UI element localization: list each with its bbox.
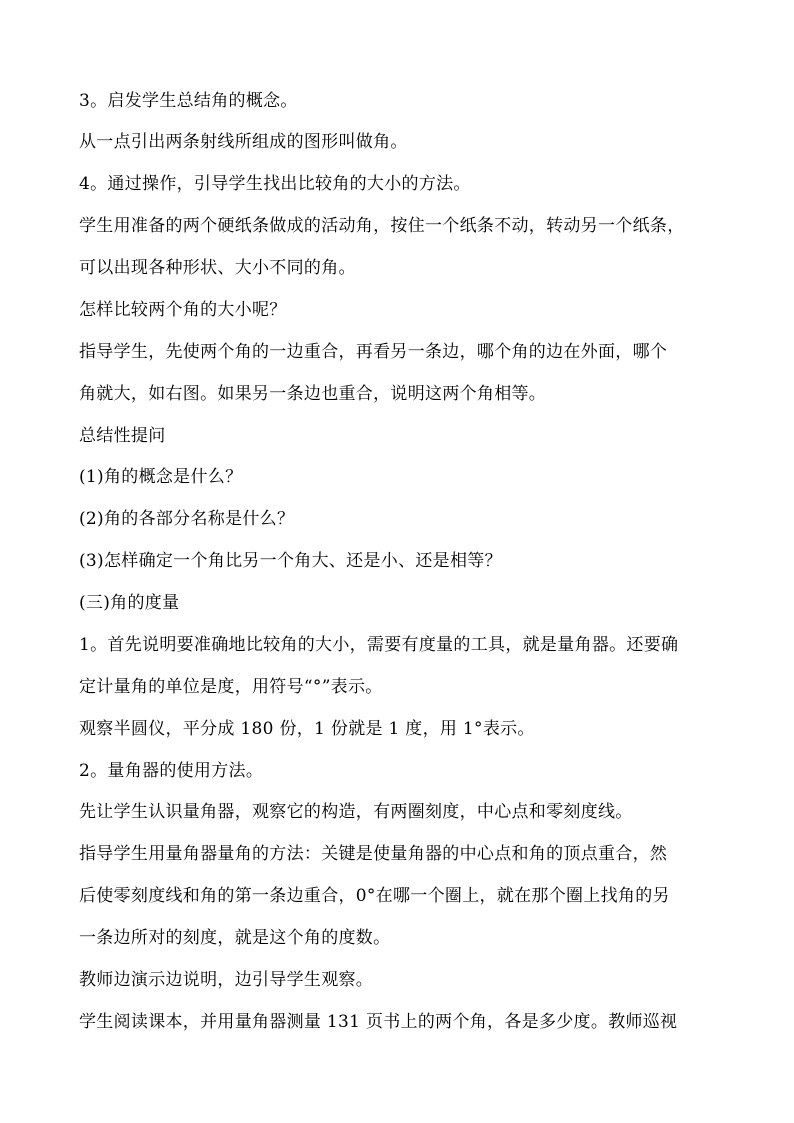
- text-line-6: 怎样比较两个角的大小呢？: [79, 300, 287, 320]
- text-line-19: 指导学生用量角器量角的方法：关键是使量角器的中心点和角的顶点重合，然: [79, 844, 668, 864]
- text-line-21: 一条边所对的刻度，就是这个角的度数。: [79, 928, 391, 948]
- text-line-22: 教师边演示边说明，边引导学生观察。: [79, 970, 374, 990]
- text-line-9: 总结性提问: [79, 426, 166, 446]
- text-line-1: 3。启发学生总结角的概念。: [79, 91, 298, 111]
- text-line-18: 先让学生认识量角器，观察它的构造，有两圈刻度，中心点和零刻度线。: [79, 802, 633, 822]
- text-line-23: 学生阅读课本，并用量角器测量 131 页书上的两个角，各是多少度。教师巡视: [79, 1012, 678, 1032]
- text-line-14: 1。首先说明要准确地比较角的大小，需要有度量的工具，就是量角器。还要确: [79, 635, 679, 655]
- text-line-2: 从一点引出两条射线所组成的图形叫做角。: [79, 132, 408, 152]
- text-line-16: 观察半圆仪，平分成 180 份，1 份就是 1 度，用 1°表示。: [79, 719, 535, 739]
- text-line-20: 后使零刻度线和角的第一条边重合，0°在哪一个圈上，就在那个圈上找角的另: [79, 886, 670, 906]
- text-line-5: 可以出现各种形状、大小不同的角。: [79, 258, 356, 278]
- text-line-4: 学生用准备的两个硬纸条做成的活动角，按住一个纸条不动，转动另一个纸条，: [79, 216, 685, 236]
- text-line-3: 4。通过操作，引导学生找出比较角的大小的方法。: [79, 174, 471, 194]
- text-line-10: (1)角的概念是什么？: [79, 467, 243, 487]
- text-line-12: (3)怎样确定一个角比另一个角大、还是小、还是相等？: [79, 551, 502, 571]
- text-line-7: 指导学生，先使两个角的一边重合，再看另一条边，哪个角的边在外面，哪个: [79, 342, 668, 362]
- text-line-15: 定计量角的单位是度，用符号“°”表示。: [79, 677, 383, 697]
- text-line-17: 2。量角器的使用方法。: [79, 761, 264, 781]
- text-line-8: 角就大，如右图。如果另一条边也重合，说明这两个角相等。: [79, 384, 547, 404]
- text-line-13: (三)角的度量: [79, 593, 180, 613]
- text-line-11: (2)角的各部分名称是什么？: [79, 509, 295, 529]
